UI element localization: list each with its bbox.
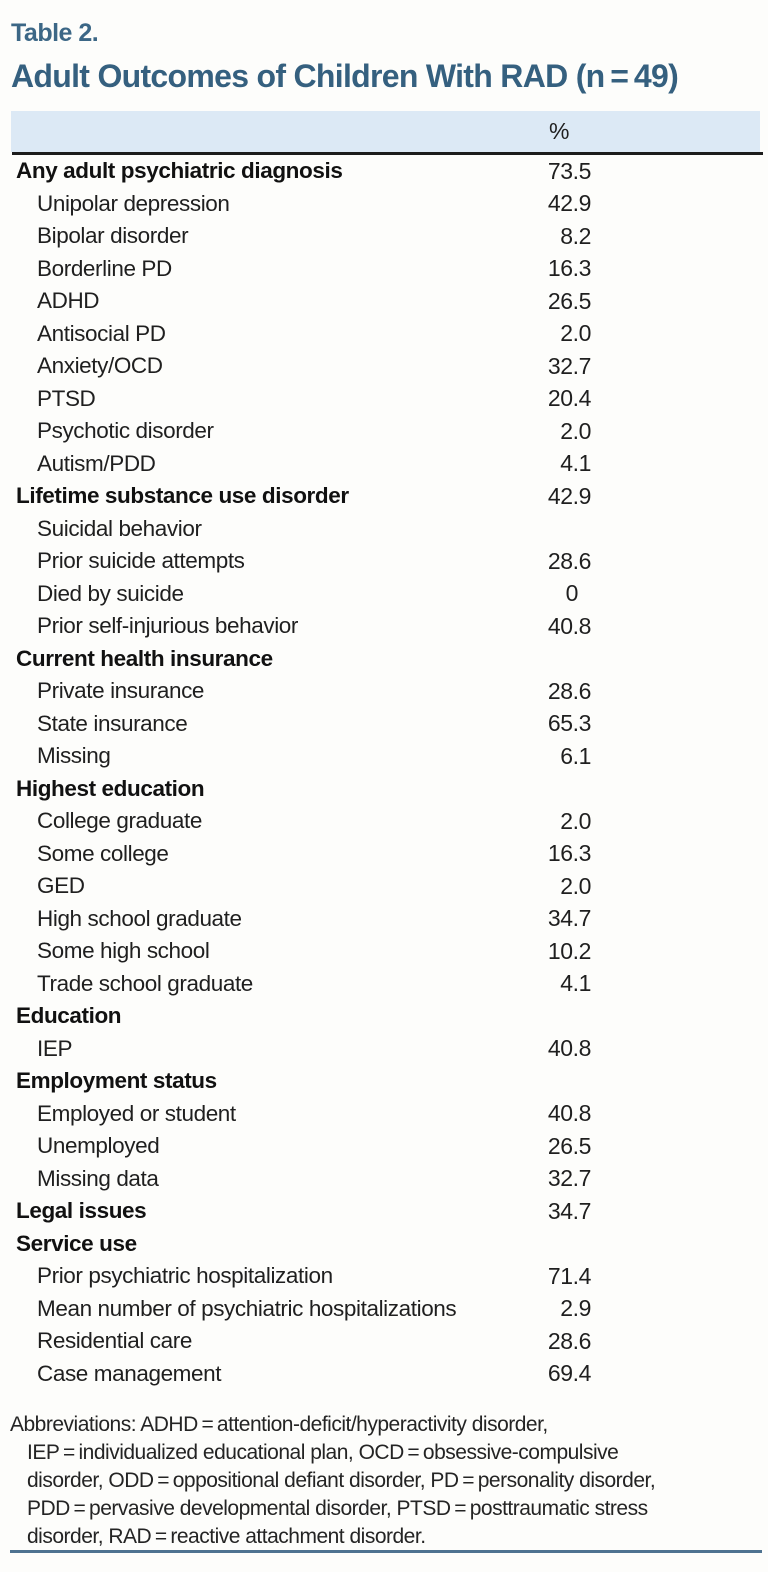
row-value: 2.0 — [560, 807, 591, 834]
row-value: 2.0 — [560, 417, 591, 444]
row-value: 69.4 — [547, 1360, 591, 1387]
table-row — [0, 773, 768, 806]
table-row — [0, 935, 768, 968]
row-label: GED — [37, 873, 85, 898]
row-label: Borderline PD — [37, 255, 172, 281]
footnote-line: IEP = individualized educational plan, OCD = obsessive-compulsive — [27, 1441, 619, 1464]
row-value: 73.5 — [547, 157, 591, 184]
row-label: Suicidal behavior — [37, 515, 202, 541]
row-label: Legal issues — [16, 1198, 147, 1223]
row-label: Private insurance — [37, 678, 205, 703]
table-row — [0, 968, 768, 1001]
row-label: Unemployed — [37, 1133, 160, 1158]
table-row — [0, 1293, 768, 1326]
table-row — [0, 480, 768, 513]
row-value: 26.5 — [547, 1132, 591, 1159]
table-row — [0, 1195, 768, 1228]
row-value: 32.7 — [547, 352, 591, 379]
row-value: 42.9 — [547, 482, 591, 509]
percent-column-header: % — [548, 118, 570, 144]
table-row — [0, 578, 768, 611]
table-row — [0, 513, 768, 546]
table-row — [0, 740, 768, 773]
row-label: Unipolar depression — [37, 190, 230, 216]
row-value: 0 — [565, 580, 578, 607]
table-row — [0, 643, 768, 676]
row-value: 2.9 — [560, 1295, 591, 1322]
row-value: 40.8 — [547, 1035, 591, 1062]
row-label: College graduate — [37, 808, 202, 833]
row-label: Missing data — [37, 1165, 159, 1191]
footnote-line: Abbreviations: ADHD = attention-deficit/hyperactivity disorder, — [10, 1413, 548, 1436]
row-value: 4.1 — [560, 450, 591, 477]
row-value: 26.5 — [547, 287, 591, 314]
row-label: Current health insurance — [16, 645, 273, 671]
row-value: 34.7 — [547, 1197, 591, 1224]
row-label: Service use — [16, 1230, 137, 1256]
table-number-label: Table 2. — [11, 19, 99, 47]
table-row — [0, 1098, 768, 1131]
row-label: Autism/PDD — [37, 450, 156, 476]
row-label: High school graduate — [37, 905, 242, 931]
row-value: 10.2 — [547, 937, 591, 964]
row-label: Anxiety/OCD — [37, 353, 163, 378]
footnote — [10, 1411, 768, 1551]
row-label: Some college — [37, 840, 169, 866]
table-row — [0, 903, 768, 936]
row-value: 6.1 — [560, 742, 591, 769]
row-label: Lifetime substance use disorder — [16, 483, 349, 508]
table-row — [0, 1358, 768, 1391]
table-row — [0, 545, 768, 578]
row-value: 65.3 — [547, 710, 591, 737]
row-label: ADHD — [37, 288, 100, 313]
row-label: Mean number of psychiatric hospitalizations — [37, 1295, 457, 1321]
row-label: Prior self-injurious behavior — [37, 613, 299, 638]
table-row — [0, 1325, 768, 1358]
table-row — [0, 383, 768, 416]
footnote-line: PDD = pervasive developmental disorder, PTSD = posttraumatic stress — [27, 1497, 648, 1520]
row-label: Any adult psychiatric diagnosis — [16, 158, 343, 183]
row-label: PTSD — [37, 385, 96, 411]
footnote-line: disorder, RAD = reactive attachment disorder. — [27, 1525, 426, 1548]
row-value: 28.6 — [547, 677, 591, 704]
footnote-line: disorder, ODD = oppositional defiant disorder, PD = personality disorder, — [27, 1469, 656, 1492]
table-row — [0, 1033, 768, 1066]
table-row — [0, 870, 768, 903]
table-row — [0, 1163, 768, 1196]
row-label: Bipolar disorder — [37, 223, 189, 248]
row-value: 16.3 — [547, 840, 591, 867]
row-label: Some high school — [37, 938, 210, 963]
row-value: 8.2 — [560, 222, 591, 249]
row-label: Antisocial PD — [37, 320, 166, 346]
row-label: Psychotic disorder — [37, 418, 214, 443]
table-row — [0, 1000, 768, 1033]
row-value: 40.8 — [547, 1100, 591, 1127]
row-label: Missing — [37, 743, 111, 768]
table-row — [0, 1130, 768, 1163]
table-header-row — [11, 111, 760, 152]
table-row — [0, 610, 768, 643]
table-row — [0, 318, 768, 351]
table-row — [0, 708, 768, 741]
table-row — [0, 805, 768, 838]
row-value: 2.0 — [560, 320, 591, 347]
row-value: 32.7 — [547, 1165, 591, 1192]
row-value: 28.6 — [547, 547, 591, 574]
row-label: Employed or student — [37, 1100, 236, 1126]
row-value: 71.4 — [547, 1262, 591, 1289]
row-value: 4.1 — [560, 970, 591, 997]
row-value: 28.6 — [547, 1327, 591, 1354]
table-title: Adult Outcomes of Children With RAD (n = 49) — [11, 58, 679, 94]
table-row — [0, 415, 768, 448]
row-label: Trade school graduate — [37, 970, 253, 996]
row-value: 2.0 — [560, 872, 591, 899]
table-body — [0, 155, 768, 1390]
row-label: Prior psychiatric hospitalization — [37, 1263, 333, 1288]
row-label: State insurance — [37, 710, 188, 736]
row-value: 16.3 — [547, 255, 591, 282]
table-row — [0, 675, 768, 708]
row-label: Residential care — [37, 1328, 192, 1353]
row-value: 34.7 — [547, 905, 591, 932]
table-row — [0, 1228, 768, 1261]
table-row — [0, 838, 768, 871]
row-label: Case management — [37, 1360, 222, 1386]
table-row — [0, 448, 768, 481]
table-row — [0, 188, 768, 221]
table-row — [0, 1065, 768, 1098]
row-value: 20.4 — [547, 385, 591, 412]
table-row — [0, 155, 768, 188]
table-row — [0, 253, 768, 286]
row-label: IEP — [37, 1035, 73, 1061]
row-value: 40.8 — [547, 612, 591, 639]
row-label: Employment status — [16, 1068, 217, 1093]
row-label: Highest education — [16, 775, 205, 801]
table-row — [0, 350, 768, 383]
row-value: 42.9 — [547, 190, 591, 217]
bottom-accent-rule — [10, 1550, 762, 1553]
row-label: Education — [16, 1003, 122, 1028]
row-label: Died by suicide — [37, 580, 184, 606]
table-row — [0, 1260, 768, 1293]
table-row — [0, 220, 768, 253]
table-row — [0, 285, 768, 318]
row-label: Prior suicide attempts — [37, 548, 245, 573]
